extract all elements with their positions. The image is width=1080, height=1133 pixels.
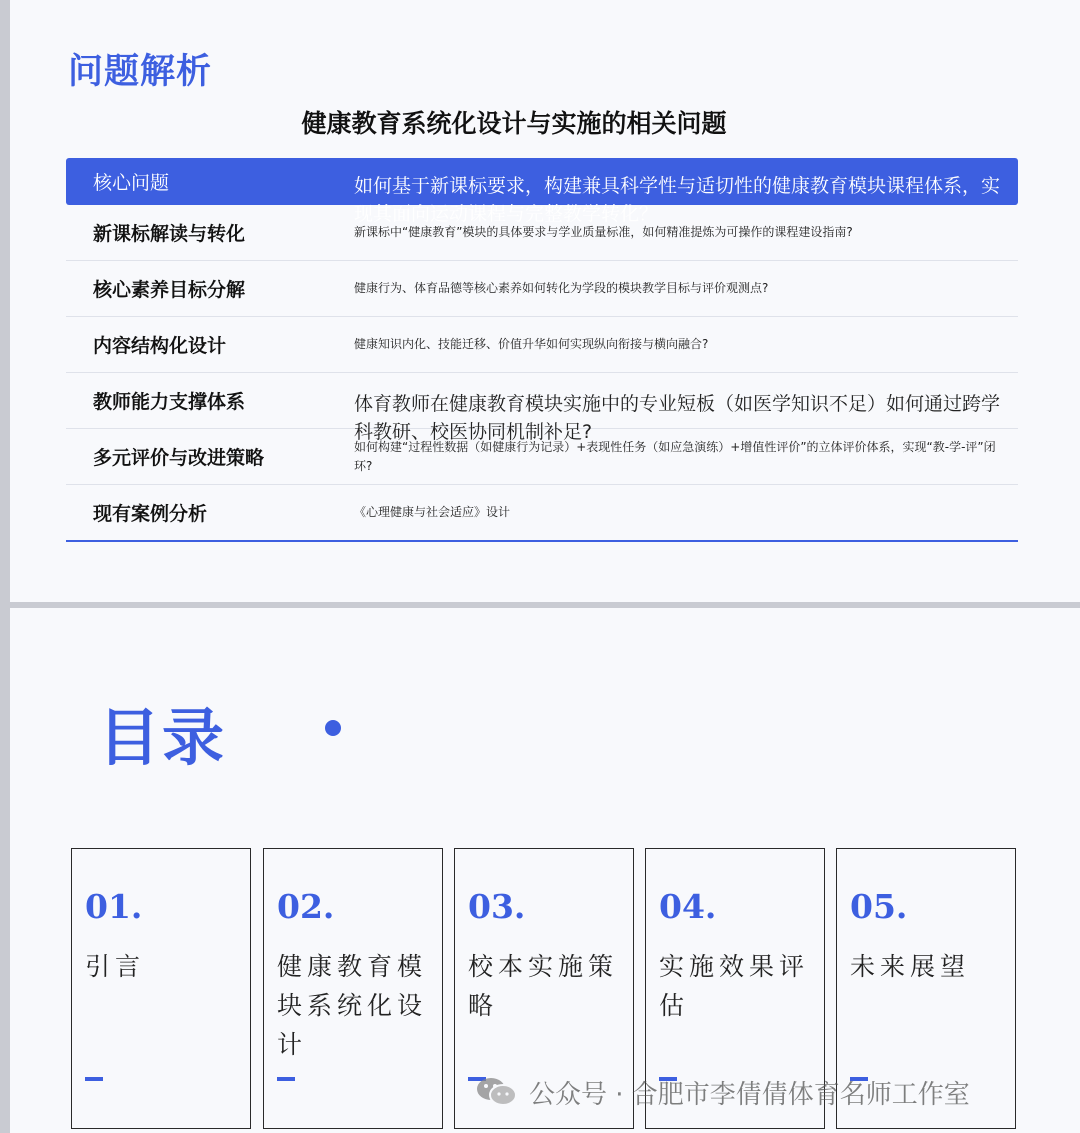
header-cell-core-question: 核心问题 (93, 172, 170, 194)
table-row (66, 261, 1018, 317)
card-label: 引言 (85, 952, 146, 981)
table-row (66, 317, 1018, 373)
row-question: 健康知识内化、技能迁移、价值升华如何实现纵向衔接与横向融合? (354, 337, 709, 351)
table-header-row (66, 158, 1018, 225)
slide-table-of-contents (10, 608, 1080, 1133)
toc-title: 目录 (98, 701, 227, 774)
card-number: 01. (85, 887, 143, 926)
card-label: 校本实施策略 (468, 952, 619, 1020)
row-topic: 新课标解读与转化 (93, 223, 246, 245)
dot-icon (325, 720, 341, 736)
slide-problem-analysis (10, 0, 1080, 602)
table-row (66, 485, 1018, 542)
slide-subtitle: 健康教育系统化设计与实施的相关问题 (301, 109, 727, 138)
table-row (66, 429, 1018, 485)
card-number: 05. (850, 887, 908, 926)
table-row (66, 373, 1018, 443)
card-label: 未来展望 (850, 952, 971, 981)
row-topic: 多元评价与改进策略 (93, 447, 265, 469)
row-question: 《心理健康与社会适应》设计 (354, 505, 511, 519)
row-question: 如何构建“过程性数据（如健康行为记录）+表现性任务（如应急演练）+增值性评价”的立体评价体系，实现“教-学-评”闭环? (354, 439, 996, 473)
card-label: 健康教育模块系统化设计 (277, 952, 428, 1059)
row-topic: 现有案例分析 (93, 503, 208, 525)
dash-icon (85, 1077, 103, 1081)
card-number: 03. (468, 887, 526, 926)
row-topic: 教师能力支撑体系 (93, 391, 246, 413)
header-cell-core-question-text: 如何基于新课标要求，构建兼具科学性与适切性的健康教育模块课程体系，实现其面向运动课程与完整教学转化？ (354, 175, 1001, 225)
row-topic: 核心素养目标分解 (93, 279, 246, 301)
dash-icon (277, 1077, 295, 1081)
wechat-icon (475, 1075, 519, 1109)
table-row (66, 205, 1018, 261)
toc-card-2[interactable] (263, 848, 443, 1129)
row-topic: 内容结构化设计 (93, 335, 227, 357)
watermark (475, 1072, 970, 1112)
row-question: 体育教师在健康教育模块实施中的专业短板（如医学知识不足）如何通过跨学科教研、校医协同机制补足? (354, 393, 1001, 443)
problem-table (66, 158, 1018, 542)
row-question: 健康行为、体育品德等核心素养如何转化为学段的模块教学目标与评价观测点? (354, 281, 769, 295)
card-number: 04. (659, 887, 717, 926)
card-label: 实施效果评估 (659, 952, 810, 1020)
card-number: 02. (277, 887, 335, 926)
row-question: 新课标中“健康教育”模块的具体要求与学业质量标准，如何精准提炼为可操作的课程建设指南? (354, 225, 853, 239)
toc-card-1[interactable] (71, 848, 251, 1129)
watermark-text: 公众号 · 合肥市李倩倩体育名师工作室 (529, 1079, 970, 1110)
slide-title: 问题解析 (68, 52, 213, 92)
